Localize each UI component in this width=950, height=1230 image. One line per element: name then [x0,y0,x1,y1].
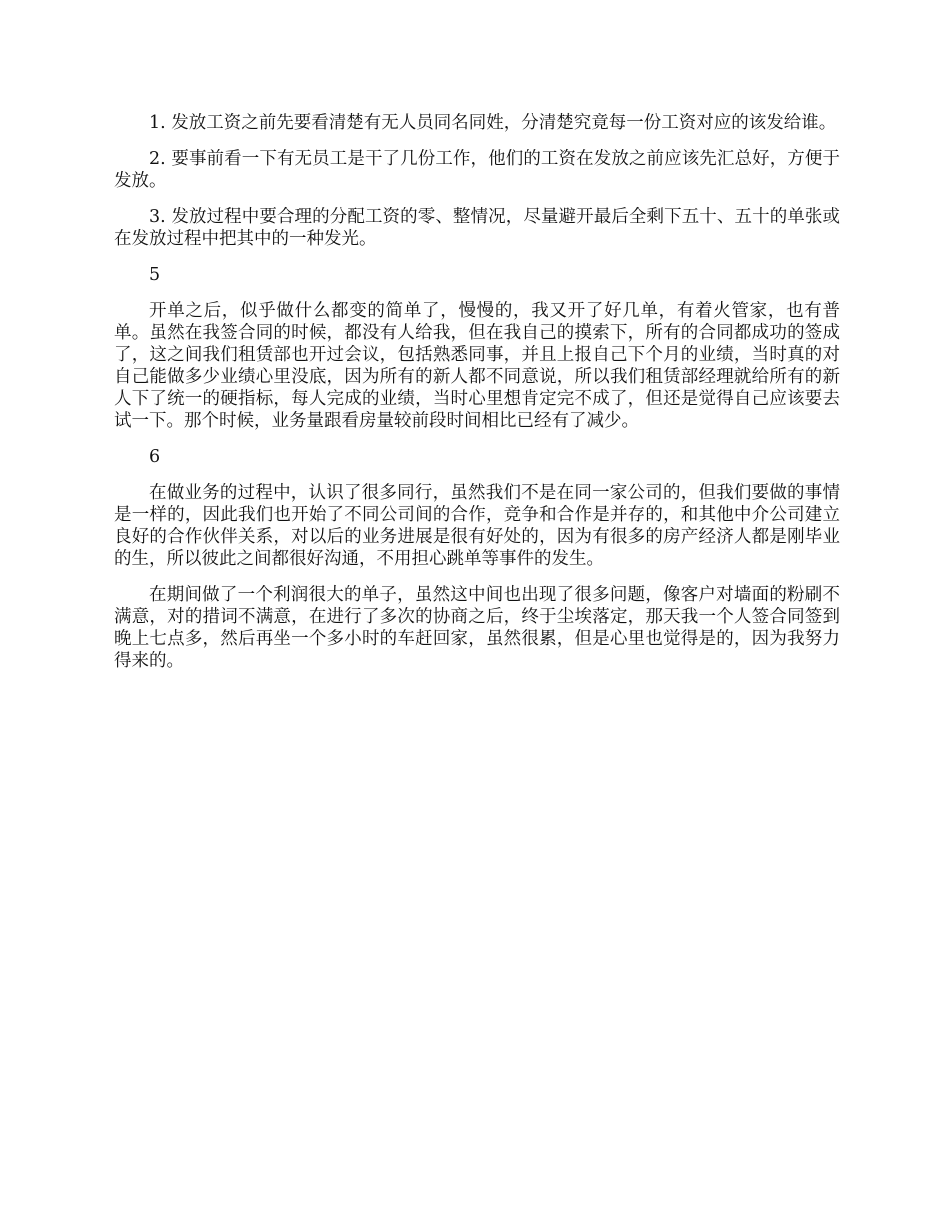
paragraph-section-6-b: 在期间做了一个利润很大的单子，虽然这中间也出现了很多问题，像客户对墙面的粉刷不满意，对的措词不满意，在进行了多次的协商之后，终于尘埃落定，那天我一个人签合同签到晚上七点多，然后再坐一个多小时的车赶回家，虽然很累，但是心里也觉得是的，因为我努力得来的。 [114,585,840,671]
paragraph-item-1: 1. 发放工资之前先要看清楚有无人员同名同姓，分清楚究竟每一份工资对应的该发给谁。 [149,113,837,133]
document-body [114,112,840,686]
paragraph-item-2: 2. 要事前看一下有无员工是干了几份工作，他们的工资在发放之前应该先汇总好，方便于发放。 [114,149,840,191]
section-number-6: 6 [149,447,161,467]
paragraph-item-3: 3. 发放过程中要合理的分配工资的零、整情况，尽量避开最后全剩下五十、五十的单张或在发放过程中把其中的一种发光。 [114,207,840,249]
paragraph-section-5: 开单之后，似乎做什么都变的简单了，慢慢的，我又开了好几单，有着火管家，也有普单。虽然在我签合同的时候，都没有人给我，但在我自己的摸索下，所有的合同都成功的签成了，这之间我们租赁部也开过会议，包括熟悉同事，并且上报自己下个月的业绩，当时真的对自己能做多少业绩心里没底，因为所有的新人都不同意说，所以我们租赁部经理就给所有的新人下了统一的硬指标，每人完成的业绩，当时心里想肯定完不成了，但还是觉得自己应该要去试一下。那个时候，业务量跟看房量较前段时间相比已经有了减少。 [114,301,840,431]
paragraph-section-6-a: 在做业务的过程中，认识了很多同行，虽然我们不是在同一家公司的，但我们要做的事情是一样的，因此我们也开始了不同公司间的合作，竞争和合作是并存的，和其他中介公司建立良好的合作伙伴关系，对以后的业务进展是很有好处的，因为有很多的房产经济人都是刚毕业的生，所以彼此之间都很好沟通，不用担心跳单等事件的发生。 [114,483,840,569]
section-number-5: 5 [149,265,161,285]
